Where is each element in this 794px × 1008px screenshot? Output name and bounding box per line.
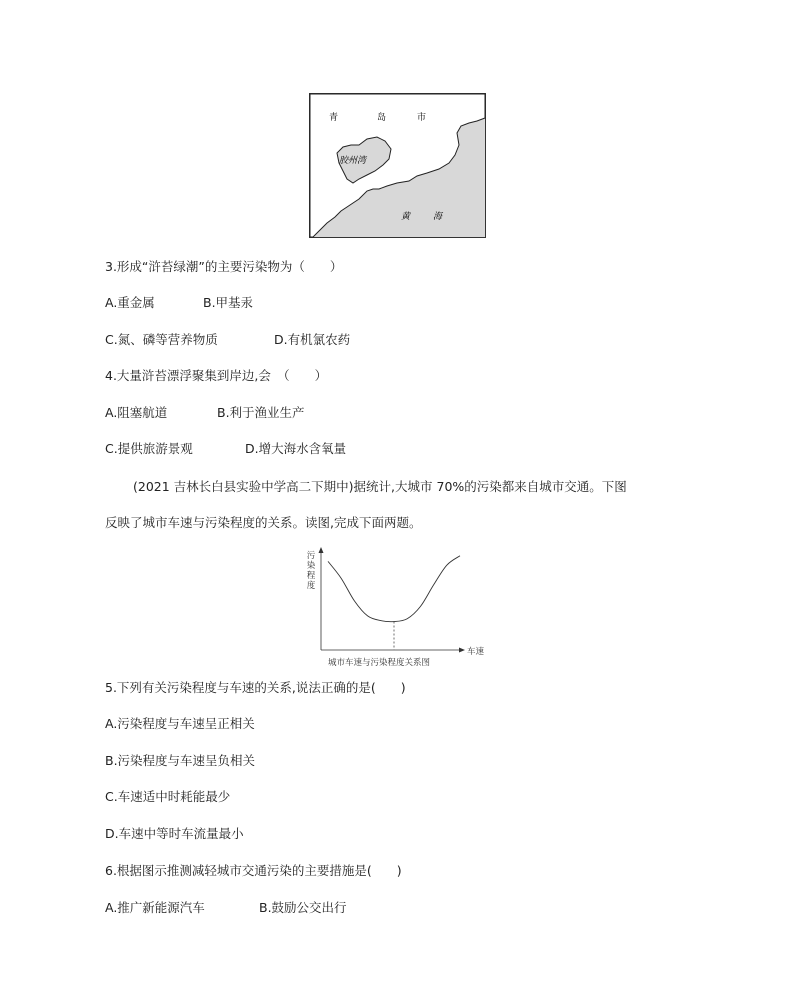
q3-option-b: B.甲基汞 [203,295,254,310]
pollution-curve [328,556,460,622]
x-axis-label: 车速 [467,647,485,657]
x-axis-arrow [459,648,465,653]
q6-option-b: B.鼓励公交出行 [259,900,347,915]
q4-option-b: B.利于渔业生产 [217,405,305,420]
map-label-1: 青 [329,113,339,123]
map-label-3: 市 [417,113,427,123]
question-3-stem: 3.形成“浒苔绿潮”的主要污染物为（ ） [105,259,343,274]
y-axis-label-char: 染 [306,561,316,571]
map-label-sea: 海 [433,212,443,222]
intro-line-1: (2021 吉林长白县实验中学高二下期中)据统计,大城市 70%的污染都来自城市交通。下图 [133,479,627,494]
y-axis-label-char: 度 [306,581,316,591]
q4-option-a: A.阻塞航道 [105,405,168,420]
q5-option-b: B.污染程度与车速呈负相关 [105,753,256,768]
q5-option-a: A.污染程度与车速呈正相关 [105,716,255,731]
q5-option-c: C.车速适中时耗能最少 [105,789,231,804]
q6-option-a: A.推广新能源汽车 [105,900,205,915]
q3-option-d: D.有机氯农药 [274,332,351,347]
y-axis-label [307,551,316,591]
q3-option-c: C.氮、磷等营养物质 [105,332,218,347]
intro-line-2: 反映了城市车速与污染程度的关系。读图,完成下面两题。 [105,515,422,530]
y-axis-label-char: 污 [306,551,316,561]
q4-option-d: D.增大海水含氧量 [245,441,347,456]
qingdao-map [309,93,487,239]
speed-pollution-chart [298,546,498,668]
question-6-stem: 6.根据图示推测减轻城市交通污染的主要措施是( ) [105,863,402,878]
y-axis-arrow [319,547,324,553]
q3-option-a: A.重金属 [105,295,155,310]
map-label-bay: 胶州湾 [339,156,367,166]
q4-option-c: C.提供旅游景观 [105,441,193,456]
map-label-2: 岛 [377,113,387,123]
chart-caption: 城市车速与污染程度关系图 [328,658,431,668]
map-label-yellow: 黄 [401,212,411,222]
question-5-stem: 5.下列有关污染程度与车速的关系,说法正确的是( ) [105,680,406,695]
question-4-stem: 4.大量浒苔漂浮聚集到岸边,会 （ ） [105,368,328,383]
y-axis-label-char: 程 [306,571,316,581]
q5-option-d: D.车速中等时车流量最小 [105,826,244,841]
